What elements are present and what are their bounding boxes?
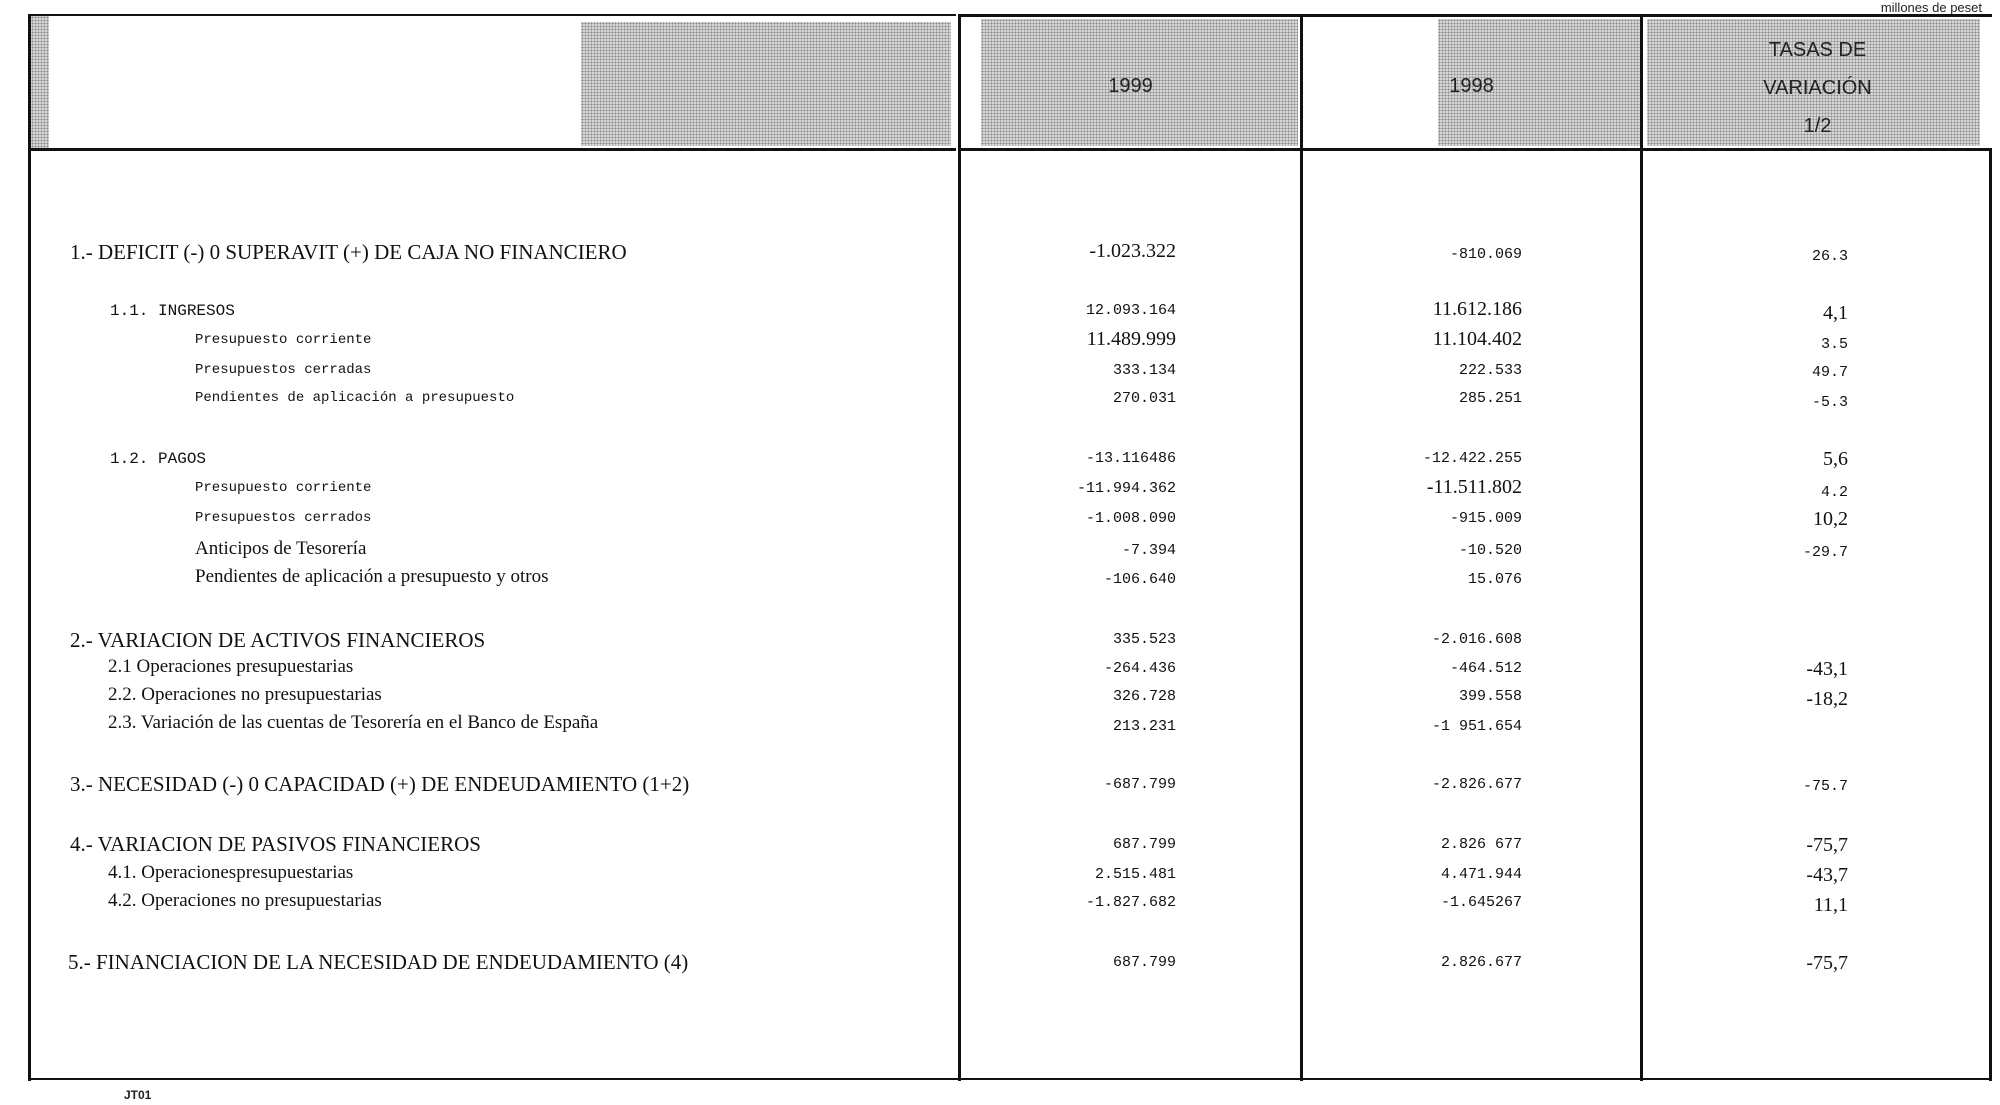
header-tasas-line3: 1/2 xyxy=(1803,115,1832,137)
value-1999: 326.728 xyxy=(1112,688,1176,705)
table-row xyxy=(0,450,2000,474)
value-1998: 15.076 xyxy=(1467,571,1522,588)
table-row xyxy=(0,862,2000,886)
value-tasa: -18,2 xyxy=(1806,688,1848,710)
value-1998: 4.471.944 xyxy=(1440,866,1522,883)
value-1998: -2.016.608 xyxy=(1431,631,1522,648)
value-1998: 222.533 xyxy=(1458,362,1522,379)
table-row xyxy=(0,832,2000,856)
footer-code: JT01 xyxy=(124,1088,152,1102)
value-tasa: 26.3 xyxy=(1811,248,1848,265)
table-row xyxy=(0,656,2000,680)
value-1998: 11.104.402 xyxy=(1432,328,1522,350)
header-label-cell xyxy=(28,14,956,151)
row-label: 2.3. Variación de las cuentas de Tesorería en el Banco de España xyxy=(108,712,599,733)
table-row xyxy=(0,510,2000,534)
value-1999: -1.023.322 xyxy=(1089,240,1176,262)
header-1999: 1999 xyxy=(1108,75,1153,97)
row-label: 1.1. INGRESOS xyxy=(110,302,235,320)
value-tasa: -75,7 xyxy=(1806,834,1848,856)
value-1998: -10.520 xyxy=(1458,542,1522,559)
table-row xyxy=(0,712,2000,736)
row-label: 2.- VARIACION DE ACTIVOS FINANCIEROS xyxy=(70,628,486,652)
value-1999: 2.515.481 xyxy=(1094,866,1176,883)
value-1998: -1 951.654 xyxy=(1431,718,1522,735)
value-tasa: 5,6 xyxy=(1823,448,1848,470)
table-row xyxy=(0,684,2000,708)
table-bottom-line xyxy=(28,1078,1992,1080)
value-1999: 333.134 xyxy=(1112,362,1176,379)
table-row xyxy=(0,950,2000,974)
value-tasa: 11,1 xyxy=(1813,894,1848,916)
header-tasas-line1: TASAS DE xyxy=(1768,39,1867,61)
row-label: 4.- VARIACION DE PASIVOS FINANCIEROS xyxy=(70,832,481,856)
row-label: 2.1 Operaciones presupuestarias xyxy=(108,656,354,677)
value-1999: -13.116486 xyxy=(1085,450,1176,467)
value-1999: -687.799 xyxy=(1103,776,1176,793)
row-label: 2.2. Operaciones no presupuestarias xyxy=(108,684,382,705)
value-1999: -264.436 xyxy=(1103,660,1176,677)
value-1998: -464.512 xyxy=(1449,660,1522,677)
row-label: Pendientes de aplicación a presupuesto xyxy=(195,390,515,406)
value-1999: 270.031 xyxy=(1112,390,1176,407)
value-1998: 399.558 xyxy=(1458,688,1522,705)
column-divider-1998 xyxy=(1300,151,1303,1081)
value-1998: 11.612.186 xyxy=(1432,298,1522,320)
value-tasa: -5.3 xyxy=(1811,394,1848,411)
value-tasa: 4,1 xyxy=(1823,302,1848,324)
value-1998: -810.069 xyxy=(1449,246,1522,263)
header-tasas xyxy=(1643,31,1992,145)
unit-note: millones de peset xyxy=(1880,0,1982,15)
header-hatch-right xyxy=(581,22,951,146)
table-row xyxy=(0,628,2000,652)
value-tasa: 10,2 xyxy=(1813,508,1848,530)
value-tasa: -75.7 xyxy=(1802,778,1848,795)
table-row xyxy=(0,566,2000,590)
value-1998: -2.826.677 xyxy=(1431,776,1522,793)
row-label: Presupuesto corriente xyxy=(195,332,372,348)
value-1999: -1.008.090 xyxy=(1085,510,1176,527)
row-label: Presupuestos cerradas xyxy=(195,362,372,378)
value-1998: 2.826.677 xyxy=(1440,954,1522,971)
value-1998: -12.422.255 xyxy=(1422,450,1522,467)
table-row xyxy=(0,890,2000,914)
value-tasa: -75,7 xyxy=(1806,952,1848,974)
value-1999: 687.799 xyxy=(1112,954,1176,971)
value-1999: 335.523 xyxy=(1112,631,1176,648)
value-1999: 11.489.999 xyxy=(1086,328,1176,350)
value-tasa: 4.2 xyxy=(1820,484,1848,501)
header-tasas-line2: VARIACIÓN xyxy=(1763,77,1872,99)
column-divider-left xyxy=(28,151,31,1081)
value-1999: -1.827.682 xyxy=(1085,894,1176,911)
table-row xyxy=(0,240,2000,264)
table-row xyxy=(0,538,2000,562)
value-tasa: -43,1 xyxy=(1806,658,1848,680)
value-1998: -1.645267 xyxy=(1440,894,1522,911)
row-label: 1.2. PAGOS xyxy=(110,450,207,468)
value-1999: -7.394 xyxy=(1121,542,1176,559)
row-label: 3.- NECESIDAD (-) 0 CAPACIDAD (+) DE ENDEUDAMIENTO (1+2) xyxy=(70,772,690,796)
row-label: 4.2. Operaciones no presupuestarias xyxy=(108,890,382,911)
value-1999: 687.799 xyxy=(1112,836,1176,853)
table-row xyxy=(0,298,2000,326)
value-1998: -915.009 xyxy=(1449,510,1522,527)
value-1999: 12.093.164 xyxy=(1085,302,1176,319)
value-1999: -106.640 xyxy=(1103,571,1176,588)
table-header xyxy=(28,14,1992,151)
header-1999-cell xyxy=(958,14,1300,151)
header-hatch-left xyxy=(31,16,49,148)
row-label: Anticipos de Tesorería xyxy=(195,538,367,559)
header-1998: 1998 xyxy=(1449,75,1494,97)
value-1998: -11.511.802 xyxy=(1426,476,1522,498)
value-tasa: -29.7 xyxy=(1802,544,1848,561)
value-1998: 2.826 677 xyxy=(1440,836,1522,853)
table-row xyxy=(0,390,2000,414)
row-label: Presupuesto corriente xyxy=(195,480,372,496)
row-label: 1.- DEFICIT (-) 0 SUPERAVIT (+) DE CAJA NO FINANCIERO xyxy=(70,240,627,264)
value-1999: -11.994.362 xyxy=(1076,480,1176,497)
table-row xyxy=(0,772,2000,796)
table-row xyxy=(0,362,2000,386)
row-label: 5.- FINANCIACION DE LA NECESIDAD DE ENDEUDAMIENTO (4) xyxy=(68,950,689,974)
row-label: 4.1. Operacionespresupuestarias xyxy=(108,862,354,883)
value-1999: 213.231 xyxy=(1112,718,1176,735)
table-row xyxy=(0,328,2000,356)
column-divider-1999 xyxy=(958,151,961,1081)
value-tasa: 49.7 xyxy=(1811,364,1848,381)
column-divider-right xyxy=(1989,151,1992,1081)
header-tasas-cell xyxy=(1640,14,1992,151)
column-divider-tasas xyxy=(1640,151,1643,1081)
value-1998: 285.251 xyxy=(1458,390,1522,407)
table-row xyxy=(0,476,2000,504)
row-label: Pendientes de aplicación a presupuesto y otros xyxy=(195,566,549,587)
header-1998-cell xyxy=(1300,14,1640,151)
row-label: Presupuestos cerrados xyxy=(195,510,372,526)
value-tasa: 3.5 xyxy=(1820,336,1848,353)
value-tasa: -43,7 xyxy=(1806,864,1848,886)
